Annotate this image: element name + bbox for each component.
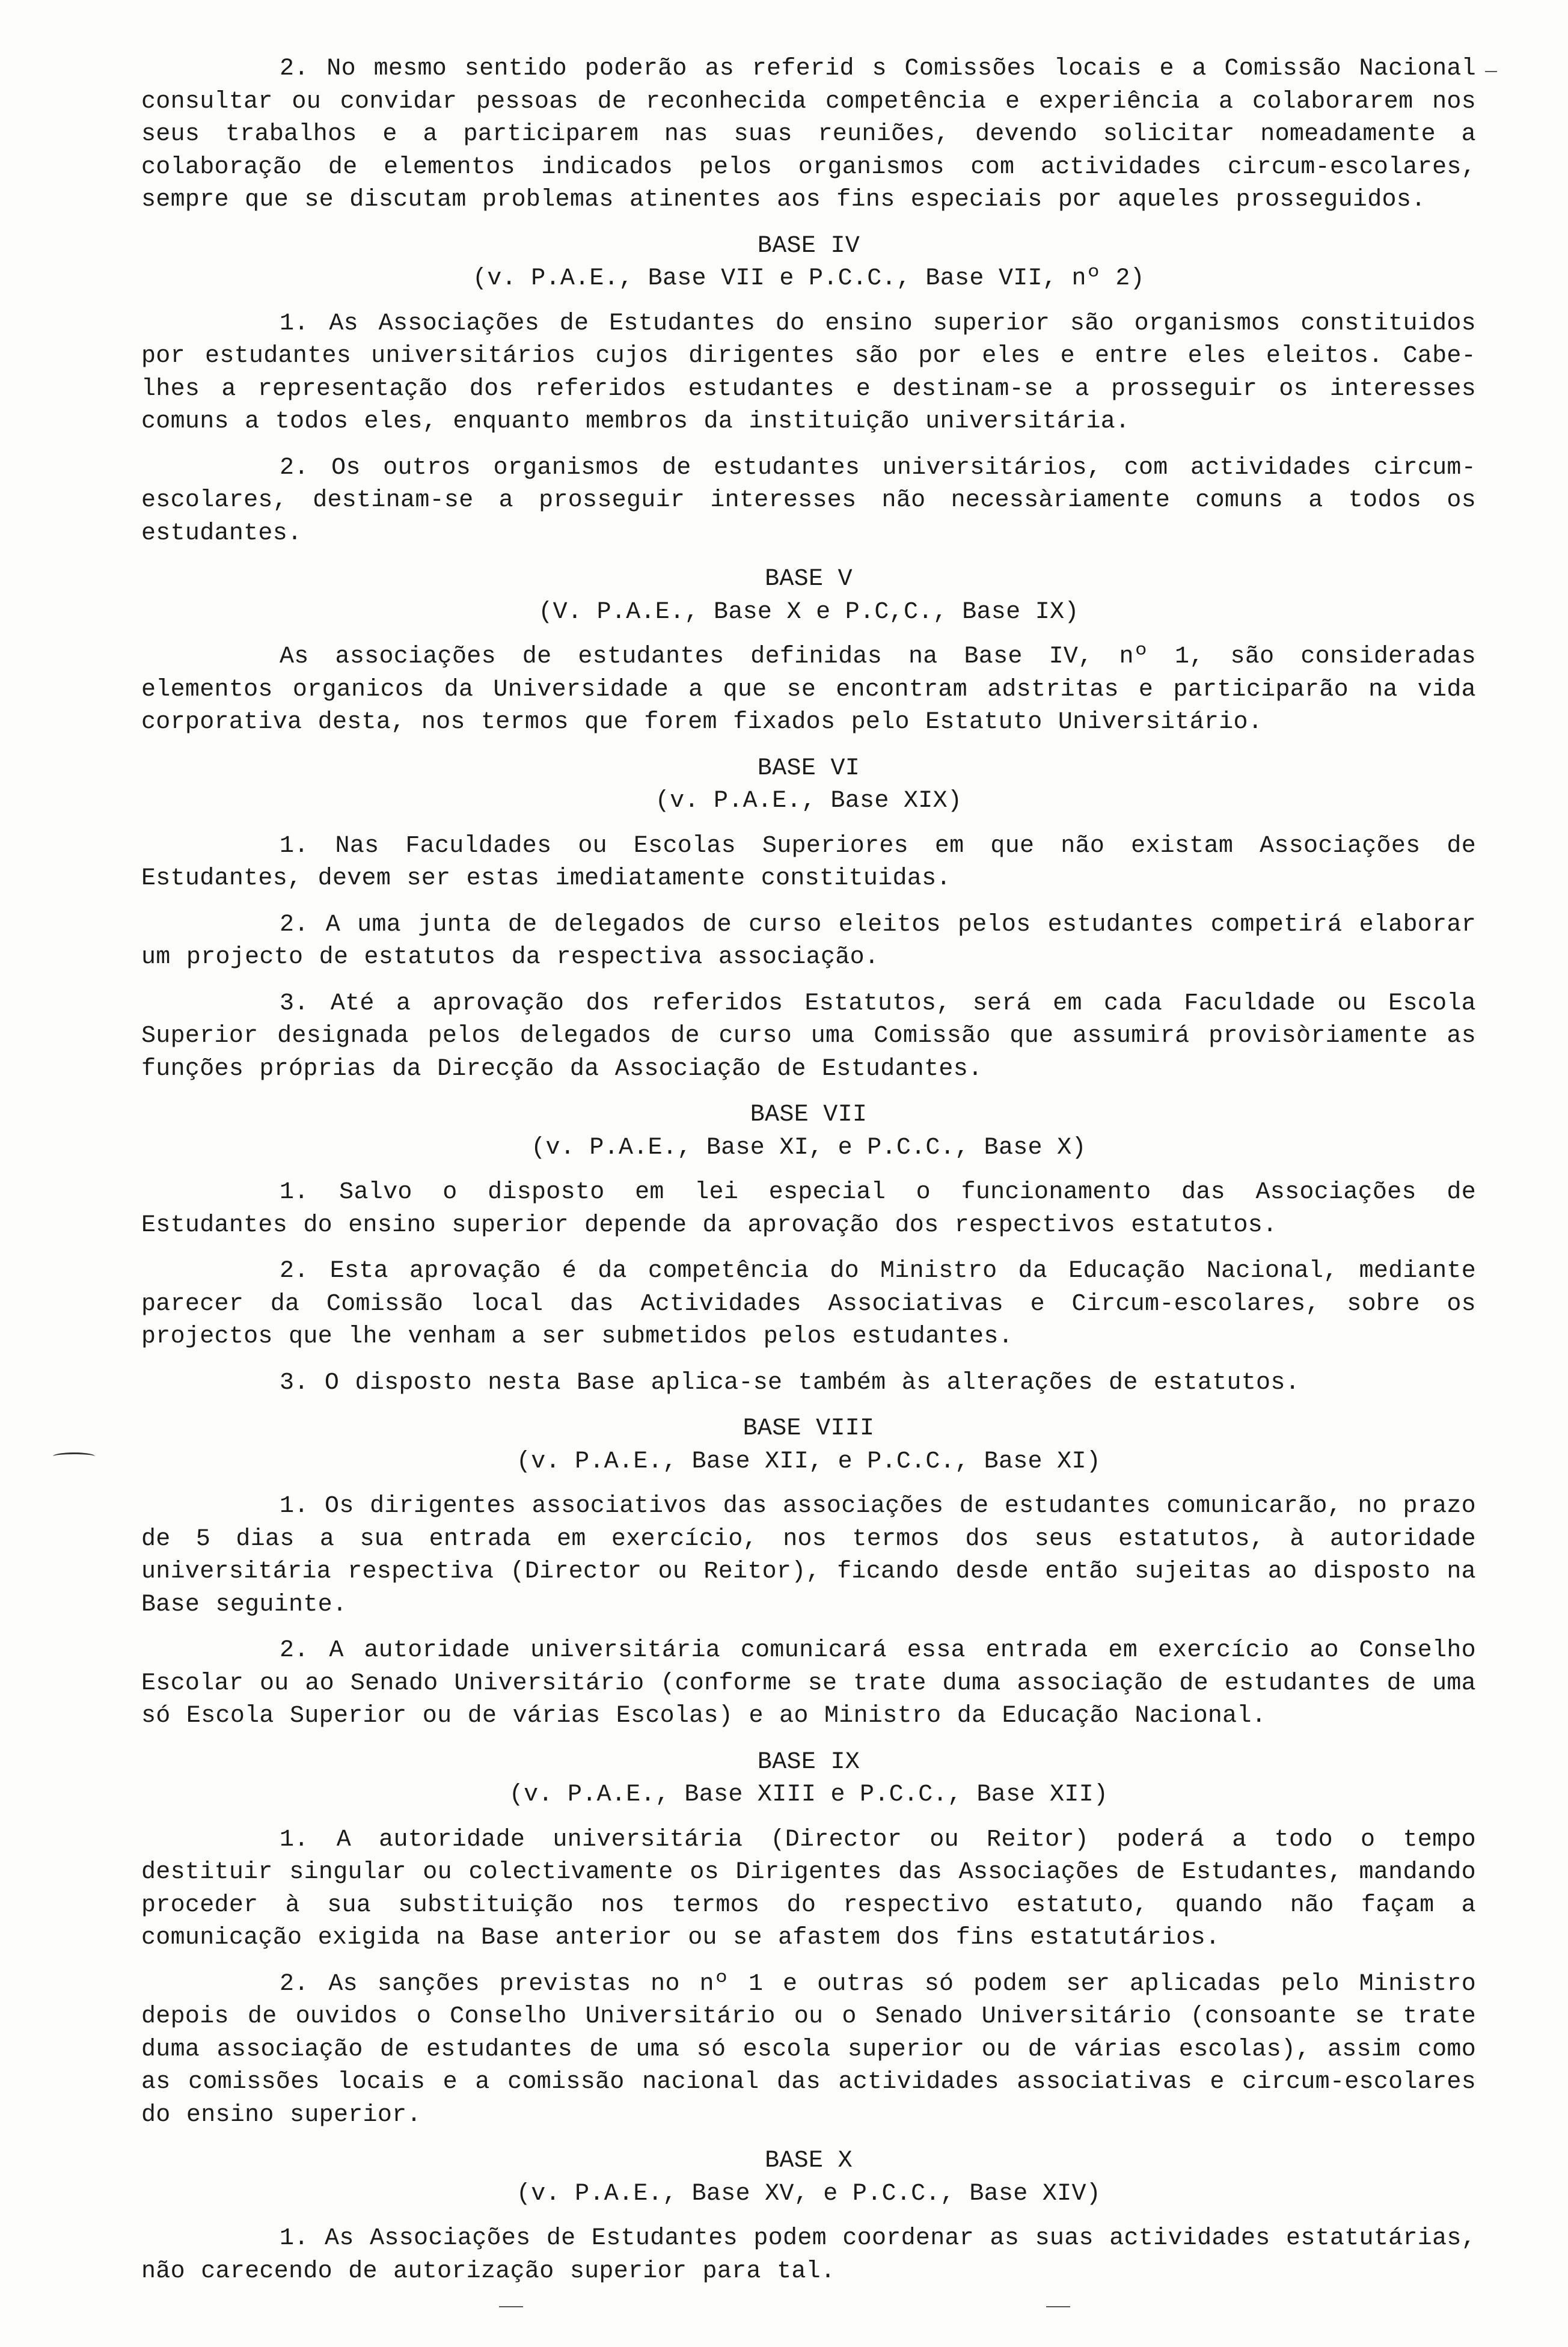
paragraph: 1. Nas Faculdades ou Escolas Superiores em que não existam Associações de Estudantes, devem ser estas imediatamente constituidas.	[141, 832, 1476, 892]
section-title: BASE IX	[757, 1748, 860, 1776]
section-reference: (v. P.A.E., Base XV, e P.C.C., Base XIV)	[516, 2180, 1101, 2208]
section-title: BASE X	[765, 2147, 853, 2174]
section-heading	[141, 2145, 1476, 2211]
paragraph: 2. A uma junta de delegados de curso eleitos pelos estudantes competirá elaborar um projecto de estatutos da respectiva associação.	[141, 911, 1476, 971]
section-title: BASE IV	[757, 232, 860, 260]
paragraph: 1. Salvo o disposto em lei especial o funcionamento das Associações de Estudantes do ensino superior depende da aprovação dos respectivos estatutos.	[141, 1179, 1476, 1239]
section-title: BASE VIII	[743, 1415, 875, 1442]
document-body	[141, 53, 1476, 2288]
paragraph: 1. As Associações de Estudantes do ensino superior são organismos constituidos por estudantes universitários cujos dirigentes são por eles e entre eles eleitos. Cabe-lhes a representação dos referidos estudantes e destinam-se a prosseguir os interesses comuns a todos eles, enquanto membros da instituição universitária.	[141, 310, 1476, 435]
paragraph: As associações de estudantes definidas na Base IV, nº 1, são consideradas elementos organicos da Universidade a que se encontram adstritas e participarão na vida corporativa desta, nos termos que forem fixados pelo Estatuto Universitário.	[141, 643, 1476, 736]
paragraph: 2. As sanções previstas no nº 1 e outras só podem ser aplicadas pelo Ministro depois de ouvidos o Conselho Universitário ou o Senado Universitário (consoante se trate duma associação de estudantes de uma só escola superior ou de várias escolas), assim como as comissões locais e a comissão nacional das actividades associativas e circum-escolares do ensino superior.	[141, 1970, 1476, 2129]
section-heading	[141, 1099, 1476, 1164]
paragraph: 3. O disposto nesta Base aplica-se também às alterações de estatutos.	[280, 1369, 1300, 1397]
paragraph: 2. Os outros organismos de estudantes universitários, com actividades circum-escolares, destinam-se a prosseguir interesses não necessàriamente comuns a todos os estudantes.	[141, 454, 1476, 547]
scan-mark	[1485, 71, 1497, 72]
section-heading	[141, 1413, 1476, 1478]
section-reference: (v. P.A.E., Base VII e P.C.C., Base VII, nº 2)	[473, 265, 1145, 292]
section-title: BASE V	[765, 566, 853, 593]
section-heading	[141, 563, 1476, 629]
section-reference: (v. P.A.E., Base XI, e P.C.C., Base X)	[531, 1134, 1086, 1161]
paragraph: 1. A autoridade universitária (Director ou Reitor) poderá a todo o tempo destituir singular ou colectivamente os Dirigentes das Associações de Estudantes, mandando proceder à sua substituição nos termos do respectivo estatuto, quando não façam a comunicação exigida na Base anterior ou se afastem dos fins estatutários.	[141, 1826, 1476, 1951]
section-reference: (v. P.A.E., Base XIII e P.C.C., Base XII)	[509, 1781, 1109, 1808]
scan-mark	[53, 1452, 95, 1460]
section-heading	[141, 753, 1476, 818]
paragraph: 3. Até a aprovação dos referidos Estatutos, será em cada Faculdade ou Escola Superior designada pelos delegados de curso uma Comissão que assumirá provisòriamente as funções próprias da Direcção da Associação de Estudantes.	[141, 990, 1476, 1083]
section-reference: (v. P.A.E., Base XIX)	[655, 788, 963, 815]
section-reference: (v. P.A.E., Base XII, e P.C.C., Base XI)	[516, 1448, 1101, 1475]
scan-mark	[499, 2306, 523, 2307]
section-title: BASE VI	[757, 754, 860, 782]
scan-mark	[1046, 2306, 1070, 2307]
section-reference: (V. P.A.E., Base X e P.C,C., Base IX)	[538, 598, 1079, 626]
paragraph: 2. No mesmo sentido poderão as referid s Comissões locais e a Comissão Nacional consultar ou convidar pessoas de reconhecida competência e experiência a colaborarem nos seus trabalhos e a participarem nas suas reuniões, devendo solicitar nomeadamente a colaboração de elementos indicados pelos organismos com actividades circum-escolares, sempre que se discutam problemas atinentes aos fins especiais por aqueles prosseguidos.	[141, 55, 1476, 213]
section-heading	[141, 230, 1476, 296]
section-heading	[141, 1746, 1476, 1812]
paragraph: 1. As Associações de Estudantes podem coordenar as suas actividades estatutárias, não carecendo de autorização superior para tal.	[141, 2225, 1476, 2285]
paragraph: 2. Esta aprovação é da competência do Ministro da Educação Nacional, mediante parecer da Comissão local das Actividades Associativas e Circum-escolares, sobre os projectos que lhe venham a ser submetidos pelos estudantes.	[141, 1258, 1476, 1350]
paragraph: 1. Os dirigentes associativos das associações de estudantes comunicarão, no prazo de 5 dias a sua entrada em exercício, nos termos dos seus estatutos, à autoridade universitária respectiva (Director ou Reitor), ficando desde então sujeitas ao disposto na Base seguinte.	[141, 1493, 1476, 1618]
paragraph: 2. A autoridade universitária comunicará essa entrada em exercício ao Conselho Escolar ou ao Senado Universitário (conforme se trate duma associação de estudantes de uma só Escola Superior ou de várias Escolas) e ao Ministro da Educação Nacional.	[141, 1637, 1476, 1730]
section-title: BASE VII	[750, 1101, 868, 1128]
